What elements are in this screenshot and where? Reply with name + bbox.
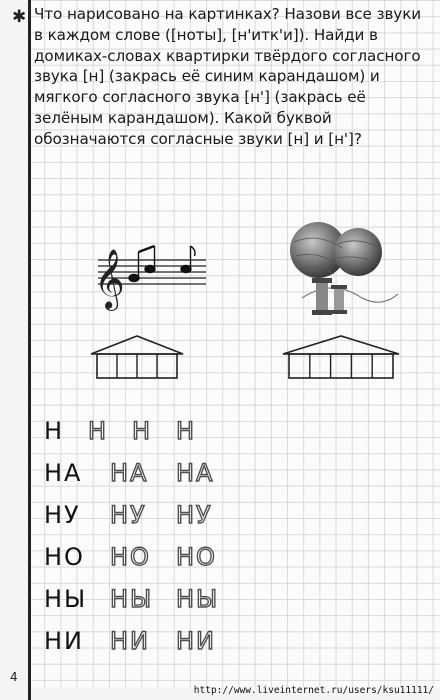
trace-syllable: НУ [110,501,147,529]
trace-syllable: НИ [176,627,216,655]
writing-practice [44,414,242,666]
writing-row [44,456,242,498]
trace-syllable: НУ [176,501,213,529]
trace-syllable: НА [110,459,149,487]
writing-row [44,498,242,540]
word-house-2 [280,334,402,382]
star-icon: ✱ [12,7,27,27]
trace-syllable: НО [110,543,151,571]
sample-syllable: НО [44,543,85,571]
sample-syllable: Н [44,417,65,445]
word-house-1 [88,334,186,382]
sample-syllable: НА [44,459,83,487]
margin-line [28,0,31,700]
sample-syllable: НЫ [44,585,88,613]
sample-syllable: НИ [44,627,84,655]
trace-syllable: НЫ [110,585,154,613]
trace-syllable: НА [176,459,215,487]
trace-syllable: Н [88,417,109,445]
svg-text:𝄞: 𝄞 [94,249,125,309]
trace-syllable: Н [176,417,197,445]
source-url[interactable]: http://www.liveinternet.ru/users/ksu11111/ [193,685,434,696]
yarn-and-thread-icon [282,212,402,322]
task-block [12,4,434,150]
sample-syllable: НУ [44,501,81,529]
notes-icon [84,232,214,312]
trace-syllable: НИ [110,627,150,655]
page-number: 4 [10,670,18,684]
writing-row [44,540,242,582]
task-text: Что нарисовано на картинках? Назови все звуки в каждом слове ([ноты], [н'итк'и]). Найди в домиках-словах квартирки твёрдого согласного звука [н] (закрась её синим карандашом) и мягкого согласного звука [н'] (закрась её зелёным карандашом). Какой буквой обозначаются согласные звуки [н] и [н']? [34,5,422,148]
writing-row [44,582,242,624]
trace-syllable: НО [176,543,217,571]
writing-row [44,414,242,456]
trace-syllable: НЫ [176,585,220,613]
trace-syllable: Н [132,417,153,445]
writing-row [44,624,242,666]
